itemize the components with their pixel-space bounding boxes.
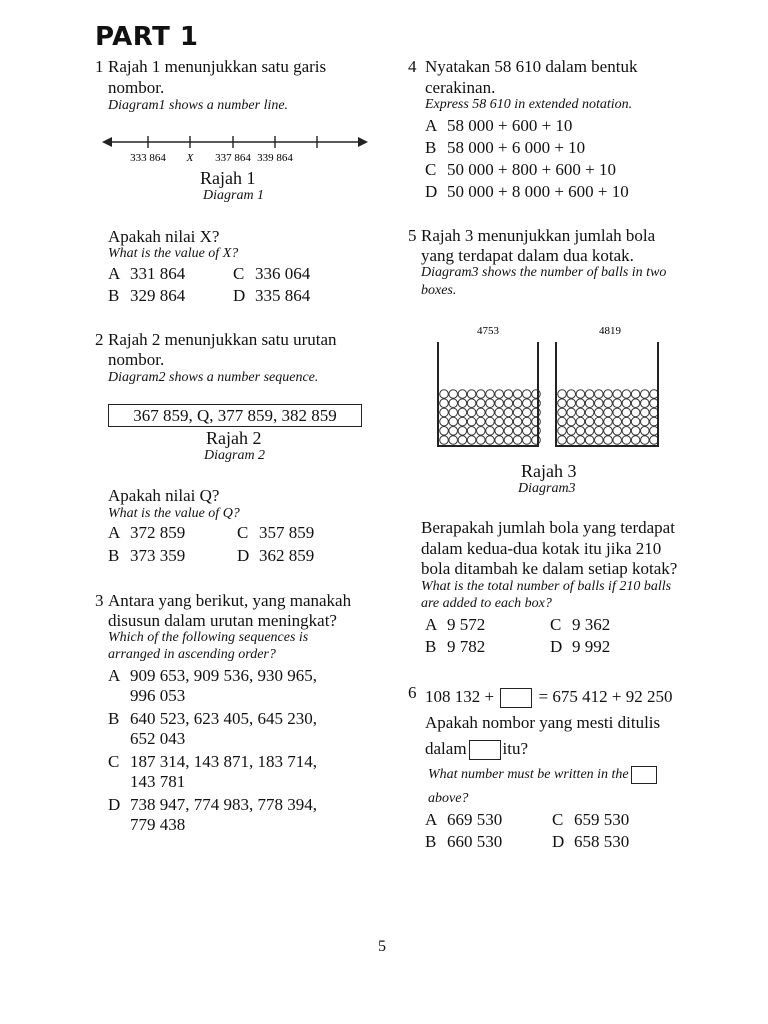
q6-answer-box[interactable] bbox=[500, 688, 532, 708]
q5-option-b[interactable]: B 9 782 bbox=[425, 637, 486, 656]
ball bbox=[449, 436, 458, 445]
q6-english-line2: above? bbox=[428, 791, 469, 806]
ball-boxes-diagram bbox=[430, 318, 670, 452]
ball bbox=[613, 417, 622, 426]
ball bbox=[440, 427, 449, 436]
q2-english: Diagram2 shows a number sequence. bbox=[108, 370, 319, 385]
q1-number: 1 bbox=[95, 57, 104, 76]
ball bbox=[613, 390, 622, 399]
ball bbox=[622, 390, 631, 399]
ball bbox=[631, 408, 640, 417]
ball bbox=[567, 427, 576, 436]
ball bbox=[440, 408, 449, 417]
ball bbox=[576, 408, 585, 417]
q6-english-line1: What number must be written in the bbox=[428, 766, 659, 784]
ball bbox=[631, 436, 640, 445]
q6-option-b[interactable]: B 660 530 bbox=[425, 832, 503, 851]
box-label-1: 4753 bbox=[477, 325, 499, 337]
q3-english-line2: arranged in ascending order? bbox=[108, 647, 276, 662]
ball bbox=[604, 390, 613, 399]
number-line-label-4: 339 864 bbox=[257, 152, 293, 164]
ball bbox=[532, 427, 541, 436]
q6-option-d[interactable]: D 658 530 bbox=[552, 832, 630, 851]
ball bbox=[495, 408, 504, 417]
ball bbox=[641, 408, 650, 417]
ball bbox=[558, 408, 567, 417]
q6-equation bbox=[425, 686, 673, 708]
ball bbox=[467, 408, 476, 417]
q1-option-c[interactable]: C 336 064 bbox=[233, 264, 311, 283]
ball bbox=[477, 436, 486, 445]
ball bbox=[604, 427, 613, 436]
ball bbox=[449, 427, 458, 436]
q4-option-d[interactable]: D 50 000 + 8 000 + 600 + 10 bbox=[425, 182, 629, 201]
q1-question-en: What is the value of X? bbox=[108, 246, 239, 261]
ball bbox=[613, 408, 622, 417]
q5-malay-line1: Rajah 3 menunjukkan jumlah bola bbox=[421, 226, 656, 245]
ball bbox=[523, 417, 532, 426]
q4-option-c[interactable]: C 50 000 + 800 + 600 + 10 bbox=[425, 160, 617, 179]
q6-blank-box-3 bbox=[631, 766, 657, 784]
ball bbox=[477, 417, 486, 426]
ball bbox=[513, 408, 522, 417]
ball bbox=[504, 390, 513, 399]
ball bbox=[440, 399, 449, 408]
ball bbox=[641, 427, 650, 436]
q2-question-malay: Apakah nilai Q? bbox=[108, 486, 220, 505]
q2-question-en: What is the value of Q? bbox=[108, 506, 240, 521]
ball bbox=[449, 399, 458, 408]
ball bbox=[532, 408, 541, 417]
ball bbox=[523, 408, 532, 417]
ball bbox=[477, 390, 486, 399]
q5-question-malay-line2: dalam kedua-dua kotak itu jika 210 bbox=[421, 539, 662, 558]
q3-option-b-line2: 652 043 bbox=[130, 729, 186, 748]
ball bbox=[567, 436, 576, 445]
q5-question-en-line1: What is the total number of balls if 210 balls bbox=[421, 579, 672, 594]
ball bbox=[585, 390, 594, 399]
q3-number: 3 bbox=[95, 591, 104, 610]
ball bbox=[576, 390, 585, 399]
ball bbox=[641, 399, 650, 408]
ball bbox=[567, 390, 576, 399]
ball bbox=[622, 417, 631, 426]
q2-number: 2 bbox=[95, 330, 104, 349]
q5-question-malay-line3: bola ditambah ke dalam setiap kotak? bbox=[421, 559, 678, 578]
q1-option-d[interactable]: D 335 864 bbox=[233, 286, 311, 305]
ball bbox=[523, 436, 532, 445]
box-2-balls bbox=[558, 390, 659, 445]
q6-malay-line2: dalam itu? bbox=[425, 738, 528, 760]
q4-option-b[interactable]: B 58 000 + 6 000 + 10 bbox=[425, 138, 586, 157]
q1-english: Diagram1 shows a number line. bbox=[108, 98, 289, 113]
ball bbox=[513, 427, 522, 436]
q1-caption: Rajah 1 bbox=[200, 168, 256, 188]
q3-option-a[interactable]: A 909 653, 909 536, 930 965, bbox=[108, 666, 317, 685]
ball bbox=[622, 427, 631, 436]
ball bbox=[585, 408, 594, 417]
q1-option-b[interactable]: B 329 864 bbox=[108, 286, 186, 305]
ball bbox=[458, 408, 467, 417]
ball bbox=[576, 427, 585, 436]
number-line-label-3: 337 864 bbox=[215, 152, 251, 164]
ball bbox=[567, 399, 576, 408]
number-line-diagram bbox=[100, 130, 370, 170]
box-label-2: 4819 bbox=[599, 325, 621, 337]
ball bbox=[495, 427, 504, 436]
q2-option-a[interactable]: A 372 859 bbox=[108, 523, 186, 542]
ball bbox=[513, 417, 522, 426]
part-title: PART 1 bbox=[95, 22, 199, 52]
ball bbox=[622, 436, 631, 445]
ball bbox=[631, 399, 640, 408]
ball bbox=[495, 436, 504, 445]
page-number: 5 bbox=[378, 938, 386, 955]
ball bbox=[622, 399, 631, 408]
ball bbox=[613, 399, 622, 408]
ball bbox=[523, 390, 532, 399]
q6-option-c[interactable]: C 659 530 bbox=[552, 810, 630, 829]
q5-malay-line2: yang terdapat dalam dua kotak. bbox=[421, 246, 634, 265]
ball bbox=[523, 399, 532, 408]
ball bbox=[440, 436, 449, 445]
q5-option-d[interactable]: D 9 992 bbox=[550, 637, 611, 656]
ball bbox=[595, 436, 604, 445]
ball bbox=[504, 417, 513, 426]
ball bbox=[631, 390, 640, 399]
ball bbox=[595, 408, 604, 417]
q5-english-line2: boxes. bbox=[421, 283, 457, 298]
q3-option-d[interactable]: D 738 947, 774 983, 778 394, bbox=[108, 795, 317, 814]
ball bbox=[486, 427, 495, 436]
ball bbox=[486, 390, 495, 399]
q5-caption-en: Diagram3 bbox=[518, 481, 576, 496]
ball bbox=[558, 436, 567, 445]
q6-malay-line1: Apakah nombor yang mesti ditulis bbox=[425, 713, 661, 732]
q6-option-a[interactable]: A 669 530 bbox=[425, 810, 503, 829]
ball bbox=[449, 417, 458, 426]
q2-malay-line1: Rajah 2 menunjukkan satu urutan bbox=[108, 330, 337, 349]
q5-option-c[interactable]: C 9 362 bbox=[550, 615, 611, 634]
q1-malay-line1: Rajah 1 menunjukkan satu garis bbox=[108, 57, 327, 76]
ball bbox=[585, 417, 594, 426]
ball bbox=[513, 390, 522, 399]
q6-number: 6 bbox=[408, 683, 417, 702]
q1-question-malay: Apakah nilai X? bbox=[108, 227, 220, 246]
ball bbox=[486, 408, 495, 417]
ball bbox=[595, 417, 604, 426]
q3-option-c-line2: 143 781 bbox=[130, 772, 186, 791]
q6-equation-right: = 675 412 + 92 250 bbox=[538, 687, 673, 706]
ball bbox=[604, 408, 613, 417]
ball bbox=[458, 436, 467, 445]
q5-question-en-line2: are added to each box? bbox=[421, 596, 552, 611]
q2-caption: Rajah 2 bbox=[206, 428, 262, 448]
q6-equation-left: 108 132 + bbox=[425, 687, 495, 706]
ball bbox=[532, 390, 541, 399]
ball bbox=[576, 399, 585, 408]
ball bbox=[558, 399, 567, 408]
q5-english-line1: Diagram3 shows the number of balls in two bbox=[421, 265, 667, 280]
q1-option-a[interactable]: A 331 864 bbox=[108, 264, 186, 283]
ball bbox=[641, 436, 650, 445]
ball bbox=[467, 436, 476, 445]
q3-option-b[interactable]: B 640 523, 623 405, 645 230, bbox=[108, 709, 317, 728]
q3-malay-line2: disusun dalam urutan meningkat? bbox=[108, 611, 337, 630]
ball bbox=[495, 390, 504, 399]
q2-option-b[interactable]: B 373 359 bbox=[108, 546, 186, 565]
q5-question-malay-line1: Berapakah jumlah bola yang terdapat bbox=[421, 518, 675, 537]
q3-malay-line1: Antara yang berikut, yang manakah bbox=[108, 591, 352, 610]
ball bbox=[585, 427, 594, 436]
ball bbox=[567, 408, 576, 417]
ball bbox=[595, 399, 604, 408]
ball bbox=[641, 390, 650, 399]
ball bbox=[458, 427, 467, 436]
q3-option-a-line2: 996 053 bbox=[130, 686, 186, 705]
ball bbox=[576, 436, 585, 445]
ball bbox=[504, 399, 513, 408]
ball bbox=[585, 436, 594, 445]
ball bbox=[504, 408, 513, 417]
ball bbox=[504, 436, 513, 445]
q2-option-d[interactable]: D 362 859 bbox=[237, 546, 315, 565]
ball bbox=[595, 427, 604, 436]
ball bbox=[532, 436, 541, 445]
ball bbox=[486, 436, 495, 445]
ball bbox=[477, 427, 486, 436]
ball bbox=[440, 417, 449, 426]
ball bbox=[567, 417, 576, 426]
q5-option-a[interactable]: A 9 572 bbox=[425, 615, 486, 634]
ball bbox=[558, 417, 567, 426]
q4-option-a[interactable]: A 58 000 + 600 + 10 bbox=[425, 116, 573, 135]
ball bbox=[604, 436, 613, 445]
ball bbox=[631, 427, 640, 436]
q3-english-line1: Which of the following sequences is bbox=[108, 630, 309, 645]
ball bbox=[477, 399, 486, 408]
ball bbox=[449, 408, 458, 417]
ball bbox=[495, 399, 504, 408]
q2-malay-line2: nombor. bbox=[108, 350, 165, 369]
ball bbox=[467, 427, 476, 436]
ball bbox=[467, 417, 476, 426]
ball bbox=[486, 399, 495, 408]
ball bbox=[495, 417, 504, 426]
ball bbox=[631, 417, 640, 426]
ball bbox=[613, 436, 622, 445]
ball bbox=[449, 390, 458, 399]
ball bbox=[458, 417, 467, 426]
q2-caption-en: Diagram 2 bbox=[204, 448, 266, 463]
ball bbox=[595, 390, 604, 399]
ball bbox=[576, 417, 585, 426]
q3-option-d-line2: 779 438 bbox=[130, 815, 186, 834]
q6-blank-box-2 bbox=[469, 740, 501, 760]
ball bbox=[558, 427, 567, 436]
q4-english: Express 58 610 in extended notation. bbox=[425, 97, 633, 112]
ball bbox=[613, 427, 622, 436]
q4-malay-line1: Nyatakan 58 610 dalam bentuk bbox=[425, 57, 638, 76]
ball bbox=[458, 399, 467, 408]
ball bbox=[467, 399, 476, 408]
ball bbox=[486, 417, 495, 426]
ball bbox=[604, 399, 613, 408]
q2-option-c[interactable]: C 357 859 bbox=[237, 523, 315, 542]
ball bbox=[504, 427, 513, 436]
q1-caption-en: Diagram 1 bbox=[203, 188, 265, 203]
ball bbox=[513, 436, 522, 445]
ball bbox=[558, 390, 567, 399]
q3-option-c[interactable]: C 187 314, 143 871, 183 714, bbox=[108, 752, 317, 771]
ball bbox=[458, 390, 467, 399]
number-line-label-1: 333 864 bbox=[130, 152, 166, 164]
ball bbox=[477, 408, 486, 417]
q5-number: 5 bbox=[408, 226, 417, 245]
ball bbox=[641, 417, 650, 426]
ball bbox=[532, 417, 541, 426]
ball bbox=[604, 417, 613, 426]
ball bbox=[440, 390, 449, 399]
ball bbox=[532, 399, 541, 408]
ball bbox=[622, 408, 631, 417]
q4-malay-line2: cerakinan. bbox=[425, 78, 496, 97]
number-line-label-x: X bbox=[186, 152, 194, 164]
ball bbox=[467, 390, 476, 399]
q2-sequence-box: 367 859, Q, 377 859, 382 859 bbox=[108, 404, 362, 427]
ball bbox=[513, 399, 522, 408]
q1-malay-line2: nombor. bbox=[108, 78, 165, 97]
q4-number: 4 bbox=[408, 57, 417, 76]
ball bbox=[523, 427, 532, 436]
box-1-balls bbox=[440, 390, 541, 445]
ball bbox=[585, 399, 594, 408]
q5-caption: Rajah 3 bbox=[521, 461, 577, 481]
